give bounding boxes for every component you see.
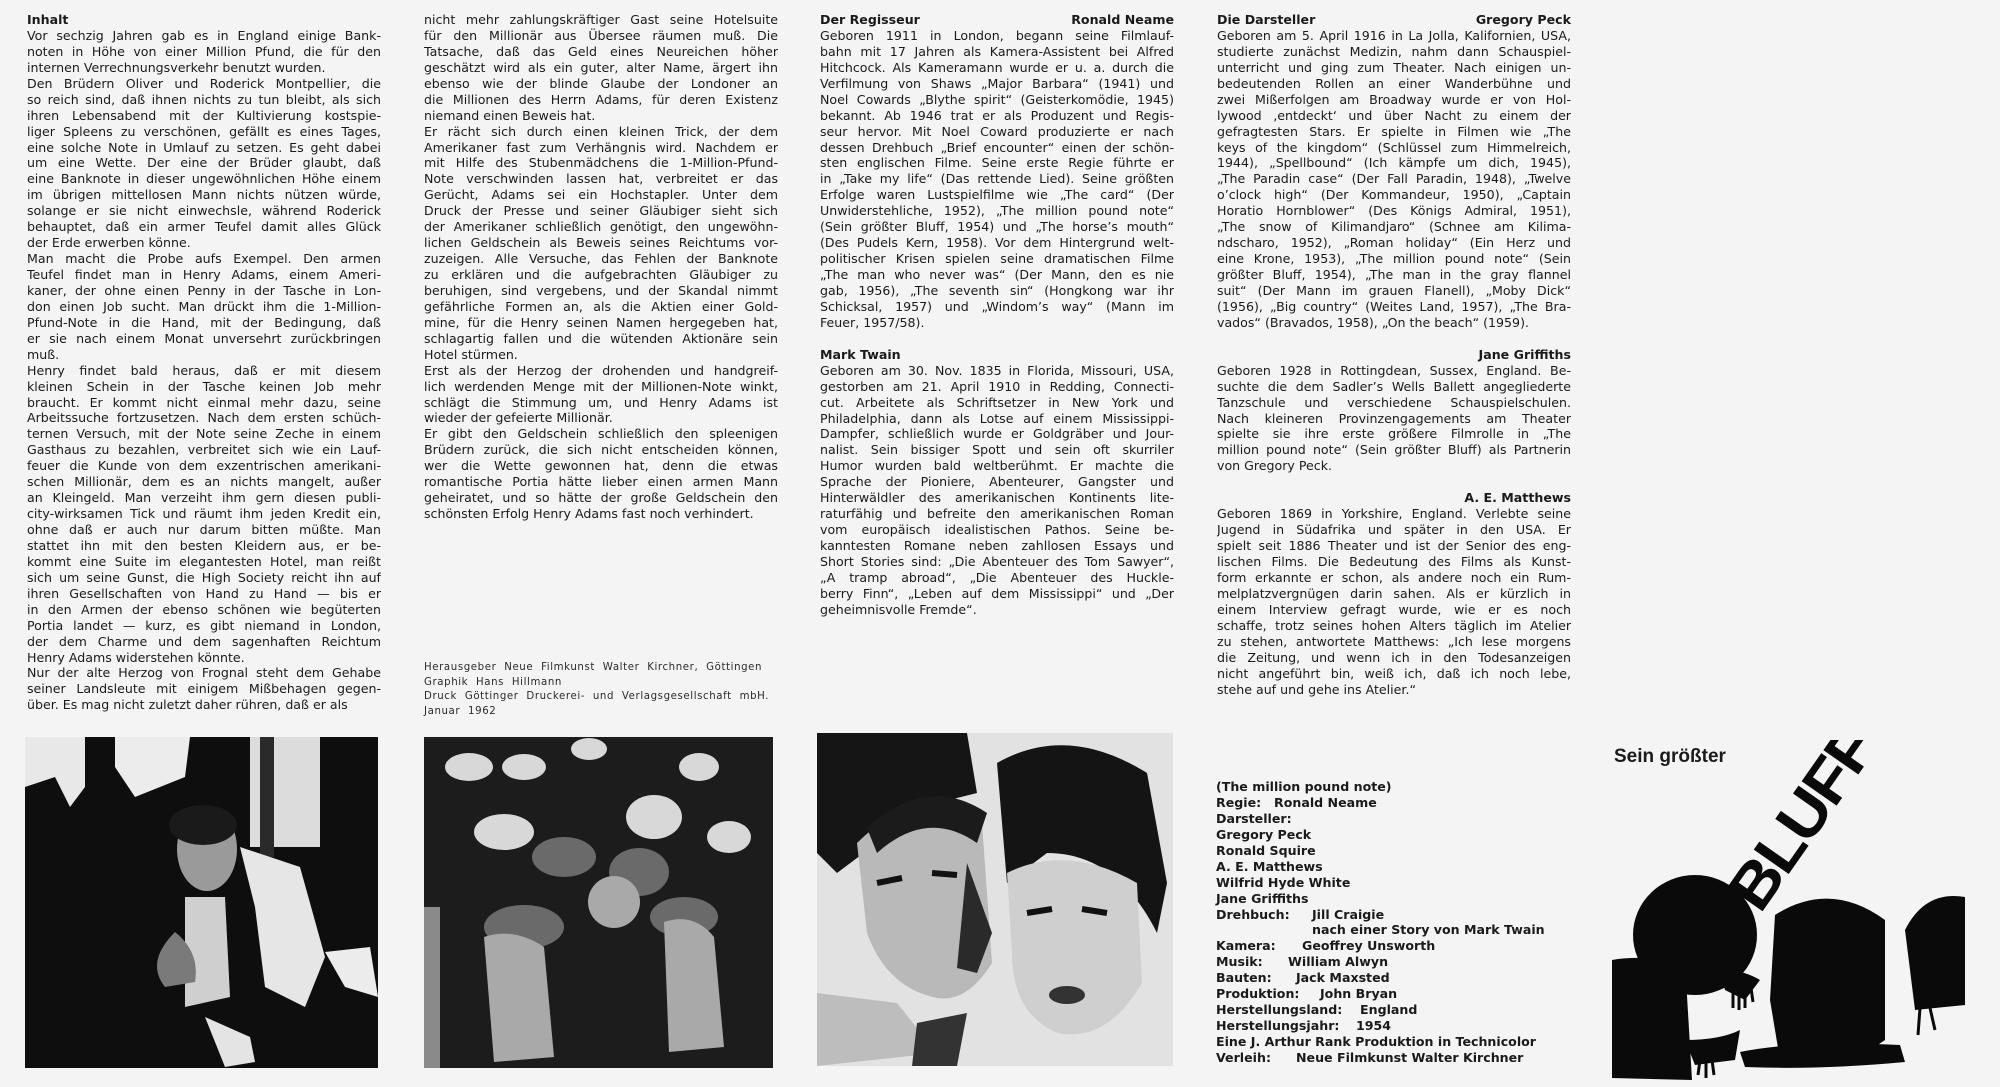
column-inhalt <box>27 12 381 713</box>
text-line: ihren Gesellschaften von Hand zu Hand — bis er <box>27 585 381 601</box>
text-line: zu erklären und die aufgebrachten Gläubiger zu <box>424 267 778 282</box>
paragraph <box>27 251 381 363</box>
credit-label: Kamera: <box>1216 938 1276 954</box>
actor-name: A. E. Matthews <box>1464 490 1571 506</box>
credit-row <box>1216 1002 1596 1018</box>
credit-label: Jane Griffiths <box>1216 890 1309 906</box>
credit-value: Jack Maxsted <box>1296 970 1390 986</box>
credit-label: Produktion: <box>1216 986 1300 1002</box>
text-line: er sie nach einem Monat unversehrt zurückbringen <box>27 330 381 346</box>
credit-row <box>1216 1034 1596 1050</box>
credit-row <box>1216 1050 1596 1066</box>
credit-value: nach einer Story von Mark Twain <box>1312 922 1545 938</box>
text-line: an Kleingeld. Man verzeiht ihm gern diesen publi- <box>27 490 381 506</box>
text-line: stattet ihn mit den besten Kleidern aus, er be- <box>27 537 381 553</box>
twain-body <box>820 363 1174 618</box>
text-line: keys of the kingdom“ (Schlüssel zum Himmelreich, <box>1217 139 1571 155</box>
text-line: die Millionen des Herrn Adams, für deren Existenz <box>424 91 778 107</box>
credit-value: William Alwyn <box>1288 954 1389 970</box>
text-line: zwei Mißerfolgen am Broadway wurde er von Hol- <box>1217 91 1571 107</box>
credit-row <box>1216 859 1596 875</box>
text-line: schaffe, trotz seines hohen Alters täglich im Atelier <box>1217 617 1571 633</box>
credit-value: John Bryan <box>1320 986 1398 1002</box>
inhalt-body <box>27 28 381 713</box>
text-line: romantische Portia hätte lieber einen armen Mann <box>424 474 778 490</box>
text-line: melplatzvergnügen darin sahen. Als er kürzlich in <box>1217 585 1571 601</box>
text-line: mit Hilfe des Stubenmädchens die 1-Million-Pfund- <box>424 155 778 171</box>
text-line: noten in Höhe von einer Million Pfund, die für den <box>27 43 381 59</box>
text-line: geheiratet, und so hätte der große Geldschein den <box>424 490 778 506</box>
credit-label: Herstellungsjahr: <box>1216 1018 1340 1034</box>
text-line: Nach kleineren Provinzengagements am Theater <box>1217 410 1571 426</box>
section-heading-darsteller <box>1217 12 1571 28</box>
text-line: um eine Wette. Der eine der Brüder glaubt, daß <box>27 155 381 171</box>
text-line: solange er sie nicht einwechsle, während Roderick <box>27 203 381 219</box>
section-heading: Inhalt <box>27 12 69 27</box>
text-line: Henry Adams widerstehen könnte. <box>27 649 245 665</box>
text-line: geheimnisvolle Fremde“. <box>820 601 977 617</box>
text-line: „The Paradin case“ (Der Fall Paradin, 1948), „Twelve <box>1217 171 1571 187</box>
text-line: internen Verrechnungsverkehr benutzt wurden. <box>27 59 326 75</box>
text-line: nicht mehr zahlungskräftiger Gast seine Hotelsuite <box>424 12 778 27</box>
text-line: Gasthaus zu bezahlen, verbreitet sich wie ein Lauf- <box>27 442 381 458</box>
text-line: kommt eine Suite im elegantesten Hotel, man reißt <box>27 553 381 569</box>
heading-darsteller: Die Darsteller <box>1217 12 1316 27</box>
text-line: Erst als der Herzog der drohenden und handgreif- <box>424 362 778 378</box>
imprint <box>424 661 770 719</box>
text-line: spielte sie ihre erste größere Filmrolle in „The <box>1217 426 1571 442</box>
text-line: Noel Cowards „Blythe spirit“ (Geisterkomödie, 1945) <box>820 91 1174 107</box>
credit-label: Gregory Peck <box>1216 826 1312 842</box>
text-line: lywood ‚entdeckt‘ und über Nacht zu einem der <box>1217 107 1571 123</box>
text-line: schlagartig fallen und die wütenden Aktionäre sein <box>424 330 778 346</box>
text-line: Dampfer, schließlich wurde er Goldgräber und Jour- <box>820 426 1174 442</box>
text-line: Henry findet bald heraus, daß er mit diesem <box>27 362 381 378</box>
credit-row <box>1216 811 1596 827</box>
text-line: form erkannte er schon, als andere noch ein Rum- <box>1217 569 1571 585</box>
credit-value: Ronald Neame <box>1274 794 1377 810</box>
bluff-word: BLUFF <box>1714 740 1880 924</box>
text-line: o’clock high“ (Der Kommandeur, 1950), „Captain <box>1217 187 1571 203</box>
credit-label: Verleih: <box>1216 1049 1271 1065</box>
credit-row <box>1216 954 1596 970</box>
credit-value: Neue Filmkunst Walter Kirchner <box>1296 1049 1524 1065</box>
credit-label: Regie: <box>1216 794 1262 810</box>
actor-name: Jane Griffiths <box>1478 346 1571 362</box>
text-line: mine, für die Henry seinen Namen hergegeben hat, <box>424 314 778 330</box>
credit-label: Bauten: <box>1216 970 1272 986</box>
text-line: liger Spleens zu verschönen, gefällt es eines Tages, <box>27 123 381 139</box>
text-line: raturfähig und befreite den amerikanischen Roman <box>820 506 1174 522</box>
column-continued <box>424 12 778 522</box>
bluff-logo <box>1600 740 2000 1083</box>
text-line: studierte zunächst Medizin, nahm dann Schauspiel- <box>1217 43 1571 59</box>
column-darsteller <box>1217 12 1571 697</box>
credit-row <box>1216 1018 1596 1034</box>
text-line: unterricht und ging zum Theater. Nach einigen un- <box>1217 59 1571 75</box>
text-line: Feuer, 1957/58). <box>820 314 925 330</box>
text-line: Horatio Hornblower“ (Des Königs Admiral, 1951), <box>1217 203 1571 219</box>
continued-body <box>424 12 778 522</box>
text-line: gefährliche Formen an, als die Aktien einer Gold- <box>424 298 778 314</box>
text-line: Tanzschule und verschiedene Schauspielschulen. <box>1217 394 1571 410</box>
text-line: suit“ (Der Mann im grauen Flanell), „Moby Dick“ <box>1217 282 1571 298</box>
text-line: zuzeigen. Alle Versuche, das Fehlen der Banknote <box>424 251 778 267</box>
imprint-line: Druck Göttinger Druckerei- und Verlagsgesellschaft mbH. <box>424 691 770 702</box>
credit-row <box>1216 907 1596 923</box>
text-line: Geboren am 5. April 1916 in La Jolla, Kalifornien, USA, <box>1217 27 1571 43</box>
text-line: Tatsache, daß das Geld eines Neureichen höher <box>424 43 778 59</box>
text-line: Schicksal, 1957) und „Windom’s way“ (Mann im <box>820 298 1174 314</box>
regisseur-body <box>820 28 1174 331</box>
credit-row <box>1216 922 1596 938</box>
text-line: ternen Versuch, mit der Note seine Zeche in einem <box>27 426 381 442</box>
credit-label: Herstellungsland: <box>1216 1002 1343 1018</box>
text-line: in „Take my life“ (Das rettende Lied). Seine größten <box>820 171 1174 187</box>
text-line: „A tramp abroad“, „Die Abenteuer des Huckle- <box>820 569 1174 585</box>
text-line: Hitchcock. Als Kameramann wurde er u. a. durch die <box>820 59 1174 75</box>
credit-row <box>1216 779 1596 795</box>
text-line: (1956), „Big country“ (Weites Land, 1957), „The Bra- <box>1217 298 1571 314</box>
text-line: „The snow of Kilimandjaro“ (Schnee am Kilima- <box>1217 219 1571 235</box>
text-line: Hotel stürmen. <box>424 346 518 362</box>
text-line: bekannt. Ab 1946 trat er als Produzent und Regis- <box>820 107 1174 123</box>
paragraph <box>27 76 381 251</box>
credit-row <box>1216 891 1596 907</box>
text-line: Portia landet — kurz, es gibt niemand in London, <box>27 617 381 633</box>
text-line: behauptet, daß ein armer Teufel damit alles Glück <box>27 219 381 235</box>
text-line: gestorben am 21. April 1910 in Redding, Connecti- <box>820 378 1174 394</box>
text-line: wieder der gefeierte Millionär. <box>424 410 613 426</box>
actor-bio <box>1217 28 1571 331</box>
credit-label: Ronald Squire <box>1216 842 1316 858</box>
text-line: Brüdern zurück, die sich nicht entscheiden können, <box>424 442 778 458</box>
text-line: wer die Wette gewonnen hat, denn die etwas <box>424 458 778 474</box>
paragraph <box>27 665 381 713</box>
text-line: stehe auf und gehe ins Atelier.“ <box>1217 681 1416 697</box>
text-line: geschätzt wird als ein guter, alter Name, ärgert ihn <box>424 59 778 75</box>
text-line: Druck der Presse und seiner Gläubiger sieht sich <box>424 203 778 219</box>
credit-value: 1954 <box>1356 1018 1392 1034</box>
text-line: größter Bluff, 1954), „The man in the gray flannel <box>1217 267 1571 282</box>
heading-regisseur: Der Regisseur <box>820 12 920 27</box>
paragraph <box>424 12 778 124</box>
film-credits <box>1216 779 1596 1066</box>
film-still-crowd <box>424 737 773 1068</box>
credit-row <box>1216 938 1596 954</box>
text-line: kanntesten Romane neben zahllosen Essays und <box>820 538 1174 553</box>
paragraph <box>424 363 778 427</box>
text-line: ebenso wie der blinde Glaube der Londoner an <box>424 75 778 91</box>
section-heading-regisseur <box>820 12 1174 28</box>
text-line: einem Interview gefragt wurde, wie er es noch <box>1217 601 1571 617</box>
text-line: Man macht die Probe aufs Exempel. Den armen <box>27 251 381 267</box>
text-line: Geboren am 30. Nov. 1835 in Florida, Missouri, USA, <box>820 362 1174 378</box>
text-line: von Gregory Peck. <box>1217 458 1332 474</box>
text-line: Jugend in Südafrika und später in den USA. Er <box>1217 522 1571 538</box>
text-line: suchte die dem Sadler’s Wells Ballett angegliederte <box>1217 378 1571 394</box>
text-line: Geboren 1911 in London, begann seine Filmlauf- <box>820 27 1174 43</box>
section-heading-twain: Mark Twain <box>820 346 901 362</box>
text-line: gefragtesten Stars. Er spielte in Filmen wie „The <box>1217 123 1571 139</box>
text-line: seiner Landsleute mit einigem Mißbehagen gegen- <box>27 681 381 697</box>
text-line: muß. <box>27 346 60 362</box>
text-line: so reich sind, daß ihnen nichts zu tun bleibt, als sich <box>27 91 381 107</box>
actor-bio <box>1217 506 1571 697</box>
portrait-peck-griffiths <box>817 733 1173 1066</box>
text-line: berry Finn“, „Leben auf dem Mississippi“ und „Der <box>820 585 1174 601</box>
text-line: schönsten Erfolg Henry Adams fast noch verhindert. <box>424 506 754 522</box>
text-line: Philadelphia, dann als Lotse auf einem Mississippi- <box>820 410 1174 426</box>
text-line: die Zeitung, und wenn ich in den Todesanzeigen <box>1217 649 1571 665</box>
text-line: eine Banknote in dieser ungewöhnlichen Höhe einem <box>27 171 381 187</box>
text-line: Humor wurden bald weltberühmt. Er machte die <box>820 458 1174 474</box>
text-line: Hinterwäldler des amerikanischen Kontinents lite- <box>820 490 1174 506</box>
text-line: Erfolge waren Lustspielfilme wie „The card“ (Der <box>820 187 1174 203</box>
text-line: cut. Arbeitete als Schriftsetzer in New York und <box>820 394 1174 410</box>
text-line: Arbeitssuche fortzusetzen. Nach dem ersten schüch- <box>27 410 381 426</box>
credit-label: A. E. Matthews <box>1216 858 1323 874</box>
credit-label: Darsteller: <box>1216 810 1292 826</box>
text-line: don einen Job sucht. Man drückt ihm die 1-Million- <box>27 298 381 314</box>
paragraph <box>424 426 778 522</box>
imprint-line: Januar 1962 <box>424 705 497 717</box>
text-line: Er gibt den Geldschein schließlich den spleenigen <box>424 426 778 442</box>
credit-row <box>1216 843 1596 859</box>
text-line: bedeutenden Rollen an einer Wanderbühne und <box>1217 75 1571 91</box>
text-line: million pound note“ (Sein größter Bluff) als Partnerin <box>1217 442 1571 458</box>
credit-label: Eine J. Arthur Rank Produktion in Technicolor <box>1216 1034 1537 1049</box>
text-line: für den Millionär aus Übersee räumen muß. Die <box>424 27 778 43</box>
text-line: eine solche Note in Umlauf zu setzen. Es geht dabei <box>27 139 381 155</box>
credit-row <box>1216 875 1596 891</box>
text-line: Er rächt sich durch einen kleinen Trick, der dem <box>424 123 778 139</box>
text-line: lischen Films. Die Bedeutung des Films als Kunst- <box>1217 554 1571 569</box>
text-line: nalist. Sein bissiger Spott und sein oft skurriler <box>820 442 1174 458</box>
credit-label: (The million pound note) <box>1216 779 1392 794</box>
actor-bio <box>1217 363 1571 475</box>
credit-row <box>1216 970 1596 986</box>
text-line: Short Stories sind: „Die Abenteuer des Tom Sawyer“, <box>820 553 1174 569</box>
text-line: vom europäisch idealistischen Pathos. Seine be- <box>820 522 1174 538</box>
text-line: Den Brüdern Oliver und Roderick Montpellier, die <box>27 75 381 91</box>
text-line: feuer die Kunde von dem exzentrischen amerikani- <box>27 458 381 474</box>
text-line: Geboren 1869 in Yorkshire, England. Verlebte seine <box>1217 506 1571 522</box>
text-line: vados“ (Bravados, 1958), „On the beach“ (1959). <box>1217 314 1529 330</box>
text-line: gab, 1956), „The seventh sin“ (Hongkong war ihr <box>820 282 1174 298</box>
paragraph <box>27 28 381 76</box>
text-line: in den Armen der ebenso schönen wie begüterten <box>27 601 381 617</box>
text-line: braucht. Er kommt nicht einmal mehr dazu, seine <box>27 394 381 410</box>
text-line: dessen Drehbuch „Brief encounter“ einen der schön- <box>820 139 1174 155</box>
text-line: nicht angeführt bin, weiß ich, daß ich noch lebe, <box>1217 665 1571 681</box>
text-line: im übrigen mittellosen Mann nichts nützen würde, <box>27 187 381 203</box>
credit-value: England <box>1360 1002 1418 1018</box>
text-line: lichen Geldschein als Beweis seines Reichtums vor- <box>424 235 778 251</box>
text-line: Geboren 1928 in Rottingdean, Sussex, England. Be- <box>1217 362 1571 378</box>
column-regisseur <box>820 12 1174 618</box>
text-line: Amerikaner fast zum Verhängnis wird. Nachdem er <box>424 139 778 155</box>
text-line: sich um seine Gunst, die High Society reicht ihn auf <box>27 569 381 585</box>
paragraph <box>424 124 778 363</box>
poster-title: Sein größter <box>1614 746 1726 767</box>
text-line: bahn mit 17 Jahren als Kamera-Assistent bei Alfred <box>820 43 1174 59</box>
text-line: zu stehen, antwortete Matthews: „Ich lese morgens <box>1217 633 1571 649</box>
credit-row <box>1216 986 1596 1002</box>
paragraph <box>27 363 381 666</box>
text-line: der Amerikaner schließlich genötigt, den ungewöhn- <box>424 219 778 235</box>
credit-value: Geoffrey Unsworth <box>1302 938 1436 954</box>
text-line: Sprache der Pioniere, Abenteurer, Gangster und <box>820 474 1174 490</box>
credit-label: Wilfrid Hyde White <box>1216 874 1351 890</box>
credit-label: Musik: <box>1216 954 1263 970</box>
text-line: (Des Pudels Kern, 1958). Vor dem Hintergrund welt- <box>820 235 1174 251</box>
text-line: Teufel findet man in Henry Adams, einem Ameri- <box>27 267 381 282</box>
text-line: niemand einen Beweis hat. <box>424 107 596 123</box>
text-line: ndscharo, 1952), „Roman holiday“ (Ein Herz und <box>1217 235 1571 251</box>
film-still-gregory-peck <box>25 737 378 1068</box>
text-line: kaner, der ohne einen Penny in der Tasche in Lon- <box>27 282 381 298</box>
text-line: Gerücht, Adams sei ein Hochstapler. Unter dem <box>424 187 778 203</box>
text-line: lich werdenden Menge mit der Millionen-Note winkt, <box>424 378 778 394</box>
text-line: 1944), „Spellbound“ (Ich kämpfe um dich, 1945), <box>1217 155 1571 171</box>
credit-row <box>1216 827 1596 843</box>
text-line: der dem Charme und dem sagenhaften Reichtum <box>27 633 381 649</box>
text-line: der Erde erwerben könne. <box>27 235 191 251</box>
text-line: sten englischen Filme. Seine erste Regie führte er <box>820 155 1174 171</box>
text-line: beruhigen, sind vergebens, und der Skandal nimmt <box>424 282 778 298</box>
actor-name: Gregory Peck <box>1475 12 1571 27</box>
text-line: Nur der alte Herzog von Frognal steht dem Gehabe <box>27 665 381 681</box>
text-line: seur hervor. Mit Noel Coward produzierte er nach <box>820 123 1174 139</box>
text-line: city-wirksamen Tick und räumt ihm jeden Kredit ein, <box>27 506 381 522</box>
credit-row <box>1216 795 1596 811</box>
text-line: ihren Lebensabend mit der Kultivierung kostspie- <box>27 107 381 123</box>
text-line: über. Es mag nicht zuletzt daher rühren, daß er als <box>27 697 348 713</box>
actor-heading <box>1217 347 1571 363</box>
actor-heading <box>1217 490 1571 506</box>
text-line: eine Krone, 1953), „The million pound note“ (Sein <box>1217 251 1571 267</box>
text-line: schlägt die Stimmung um, und Henry Adams ist <box>424 394 778 410</box>
text-line: ohne daß er auch nur darum bitten müßte. Man <box>27 522 381 537</box>
text-line: schen Millionär, dem es an nichts mangelt, außer <box>27 474 381 490</box>
credit-value: Jill Craigie <box>1312 906 1385 922</box>
text-line: Unwiderstehliche, 1952), „The million pound note“ <box>820 203 1174 219</box>
text-line: spielt seit 1886 Theater und ist der Senior des eng- <box>1217 538 1571 554</box>
text-line: (Sein größter Bluff, 1954) und „The horse’s mouth“ <box>820 219 1174 235</box>
text-line: Pfund-Note in die Hand, mit der Bedingung, daß <box>27 314 381 330</box>
text-line: politischer Krisen spielen seine dramatischen Filme <box>820 251 1174 267</box>
text-line: Note verschwinden lassen hat, verbreitet er das <box>424 171 778 187</box>
director-name: Ronald Neame <box>1071 12 1174 27</box>
imprint-line: Herausgeber Neue Filmkunst Walter Kirchner, Göttingen <box>424 662 763 673</box>
credit-label: Drehbuch: <box>1216 906 1290 922</box>
text-line: Verfilmung von Shaws „Major Barbara“ (1941) und <box>820 75 1174 91</box>
text-line: „The man who never was“ (Der Mann, den es nie <box>820 267 1174 282</box>
text-line: Vor sechzig Jahren gab es in England einige Bank- <box>27 27 381 43</box>
text-line: kleinen Schein in der Tasche keinen Job mehr <box>27 378 381 394</box>
imprint-line: Graphik Hans Hillmann <box>424 676 562 688</box>
